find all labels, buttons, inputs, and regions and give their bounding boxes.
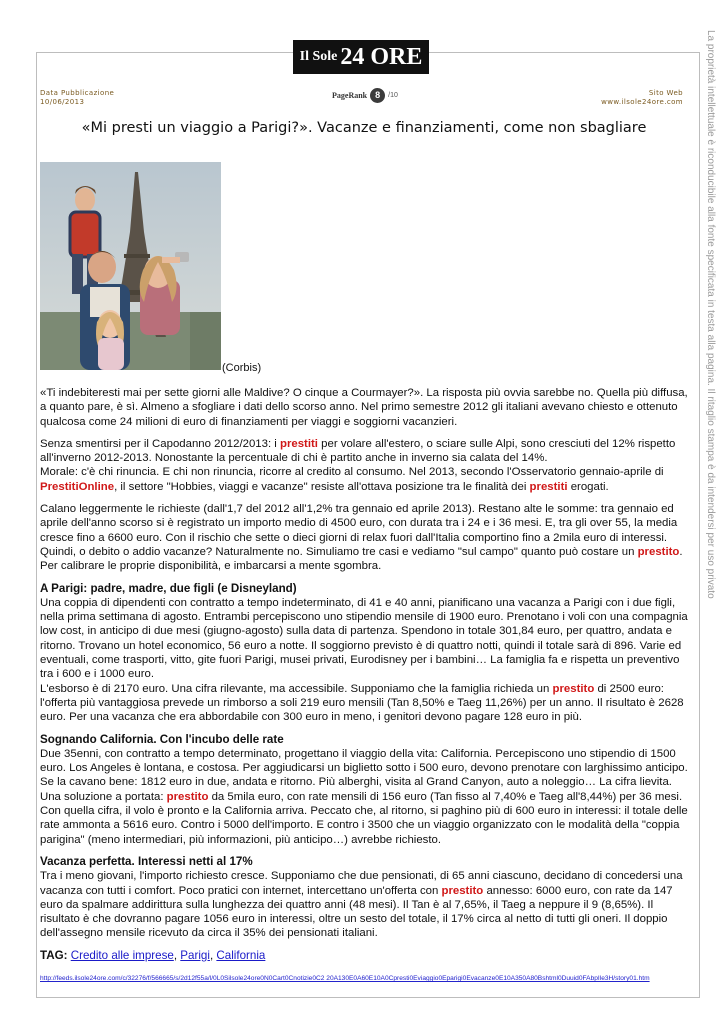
section-text (40, 790, 688, 847)
text: L'esborso è di 2170 euro. Una cifra rilevante, ma accessibile. Supponiamo che la famiglia richieda un (40, 682, 553, 695)
text: da 5mila euro, con rate mensili di 156 euro (Tan fisso al 7,40% e Taeg all'8,44%) per 36 mesi. Con quella cifra, il volo è pronto e la California arriva. Peccato che, al ritorno, si paghino più di 600 euro in interessi: il totale delle rate ammonta a 5616 euro. Contro i 5000 dell'importo. E contro i 3500 che un viaggio organizzato con le modalità della "coppia parigina" (meno intermediari, più informazioni, più anticipo…) avrebbe richiesto. (40, 790, 688, 846)
section-heading: Vacanza perfetta. Interessi netti al 17% (40, 854, 253, 868)
keyword-highlight: prestito (637, 545, 680, 558)
keyword-highlight: PrestitiOnline (40, 480, 115, 493)
tag-link-credito[interactable]: Credito alle imprese (70, 948, 174, 962)
website-block (601, 89, 683, 107)
tag-line (40, 949, 688, 963)
pagerank-label: PageRank (332, 90, 368, 100)
text: Quindi, o debito o addio vacanze? Naturalmente no. Simuliamo tre casi e vediamo "sul campo" quanto può costare un (40, 545, 638, 558)
section-california (40, 733, 688, 847)
text: Calano leggermente le richieste (dall'1,7 del 2012 all'1,2% tra gennaio ed aprile 2013). Restano alte le somme: tra gennaio ed aprile dell'anno scorso si è registrato un importo medio di 4500 euro, con durata tra i 24 e i 36 mesi. E, tra gli over 55, la media cresce fino a 6600 euro. Con il rischio che sette o dieci giorni di relax fuori dall'Italia comportino fino a 2mila euro di interessi. (40, 503, 678, 544)
publication-date-value: 10/06/2013 (40, 98, 85, 106)
text: di 2500 euro: l'offerta più vantaggiosa prevede un rimborso a soli 219 euro mensili (Tan 8,50% e Taeg 11,26%) per un anno. Il risultato è 2628 euro. Per una vacanza che era abbordabile con 300 euro in meno, i genitori devono pagare 128 euro in più. (40, 682, 684, 724)
tag-link-california[interactable]: California (216, 948, 266, 962)
tag-link-parigi[interactable]: Parigi (180, 948, 210, 962)
section-heading: A Parigi: padre, madre, due figli (e Disneyland) (40, 581, 297, 595)
logo-small-text: Il Sole (299, 49, 338, 64)
tag-separator: , (173, 948, 181, 962)
article-title: «Mi presti un viaggio a Parigi?». Vacanze e finanziamenti, come non sbagliare (81, 120, 647, 136)
publication-date-block (40, 89, 114, 107)
pagerank-badge (332, 87, 398, 103)
keyword-highlight: prestito (552, 682, 595, 695)
text: Morale: c'è chi rinuncia. E chi non rinuncia, ricorre al credito al consumo. Nel 2013, secondo l'Osservatorio gennaio-aprile di (40, 466, 664, 479)
keyword-highlight: prestiti (529, 480, 568, 493)
pagerank-value: 8 (370, 88, 385, 103)
text: , il settore "Hobbies, viaggi e vacanze" resiste all'ottava posizione tra le finalità dei (114, 480, 530, 493)
section-text: Due 35enni, con contratto a tempo determinato, progettano il viaggio della vita: California. Percepiscono uno stipendio di 1500 euro. Los Angeles è lontana, e costosa. Per aggiudicarsi un biglietto sotto i 500 euro, devono prenotare con larghissimo anticipo. Se la cavano bene: 1812 euro in due, andata e ritorno. Più alberghi, visita al Grand Canyon, auto a noleggio… La cifra lievita. (40, 747, 688, 789)
copyright-side-note (703, 30, 717, 990)
pagerank-denominator: /10 (388, 91, 398, 99)
section-heading: Sognando California. Con l'incubo delle rate (40, 732, 284, 746)
text: Una soluzione a portata: (40, 790, 167, 803)
copyright-text: La proprietà intellettuale è riconducibile alla fonte specificata in testa alla pagina. Il ritaglio stampa è da intendersi per uso privato (705, 30, 716, 599)
paragraph-capodanno (40, 437, 688, 494)
newspaper-logo (293, 40, 429, 74)
website-value: www.ilsole24ore.com (601, 98, 683, 106)
text: Senza smentirsi per il Capodanno 2012/2013: i (40, 437, 280, 450)
section-text (40, 869, 688, 940)
keyword-highlight: prestito (166, 790, 209, 803)
section-vacanza-perfetta (40, 855, 688, 941)
section-text (40, 682, 688, 725)
text: annesso: 6000 euro, con rate da 147 euro da spalmare addirittura sulla lunghezza dei quattro anni (48 mesi). Il Tan è al 7,65%, il Taeg a neppure il 9 (8,65%). Il risultato è che dovranno pagare 1056 euro in interessi, oltre un sesto del totale, il 17% circa al netto di tutti gli oneri. Il doppio dell'assegno mensile ricevuto da circa il 35% dei pensionati italiani. (40, 884, 673, 940)
section-parigi (40, 582, 688, 725)
keyword-highlight: prestiti (280, 437, 318, 450)
section-text: Una coppia di dipendenti con contratto a tempo indeterminato, di 41 e 40 anni, pianificano una vacanza a Parigi con i due figli, nella prima settimana di agosto. Entrambi percepiscono uno stipendio mensile di 1900 euro. Prenotano i voli con una compagnia low cost, in anticipo di due mesi (giugno-agosto) sulla data di partenza. Spendono in totale 301,84 euro, per quattro, andata e ritorno. Trovano un hotel economico, 56 euro a notte. Il soggiorno previsto è di quattro notti, quindi il totale sarà di 896. Varie ed eventuali, come trasporti, vitto, gite fuori Parigi, musei privati, Eurodisney per i bambini… La famiglia fa e rispetta un preventivo tra i 600 e i 1000 euro. (40, 596, 688, 681)
website-label: Sito Web (648, 89, 683, 97)
paragraph-intro: «Ti indebiteresti mai per sette giorni alle Maldive? O cinque a Courmayer?». La risposta più ovvia sarebbe no. Quella più diffusa, a quanto pare, è sì. Almeno a sfogliare i dati dello scorso anno. Nel primo semestre 2012 gli italiani avevano chiesto e ottenuto qualcosa come 24 milioni di euro di finanziamenti per viaggi e soggiorni vacanzieri. (40, 387, 688, 428)
article-photo (40, 162, 221, 370)
text: Tra i meno giovani, l'importo richiesto cresce. Supponiamo che due pensionati, di 65 anni ciascuno, decidano di concedersi una vacanza con tutti i comfort. Poco pratici con internet, intercettano un'offerta con (40, 870, 683, 897)
keyword-highlight: prestito (441, 884, 484, 897)
tag-label: TAG: (40, 948, 68, 962)
paragraph-richieste (40, 502, 688, 573)
text: . Per calibrare le proprie disponibilità, e imbarcarsi a mente sgombra. (40, 545, 683, 573)
publication-date-label: Data Pubblicazione (40, 89, 115, 97)
article-body (40, 386, 688, 983)
text: erogati. (567, 480, 609, 493)
text: per volare all'estero, o sciare sulle Alpi, sono cresciuti del 12% rispetto all'inverno 2012-2013. Nonostante la percentuale di chi è partito anche in inverno sia calata del 14%. (40, 437, 676, 465)
source-url-link[interactable]: http://feeds.ilsole24ore.com/c/32276/f/566665/s/2d12f55a/l/0L0Silsole24ore0N0Cart0Cnotizie0C2 20A130E0A60E10A0Cpresti0Eviaggio0Eparigi0Evacanze0E10A350A80Bshtml0Duuid0FAbpIle3H/story01.htm (40, 974, 650, 982)
tag-separator: , (209, 948, 217, 962)
photo-credit: (Corbis) (222, 362, 262, 374)
logo-big-text: 24 ORE (340, 43, 423, 70)
